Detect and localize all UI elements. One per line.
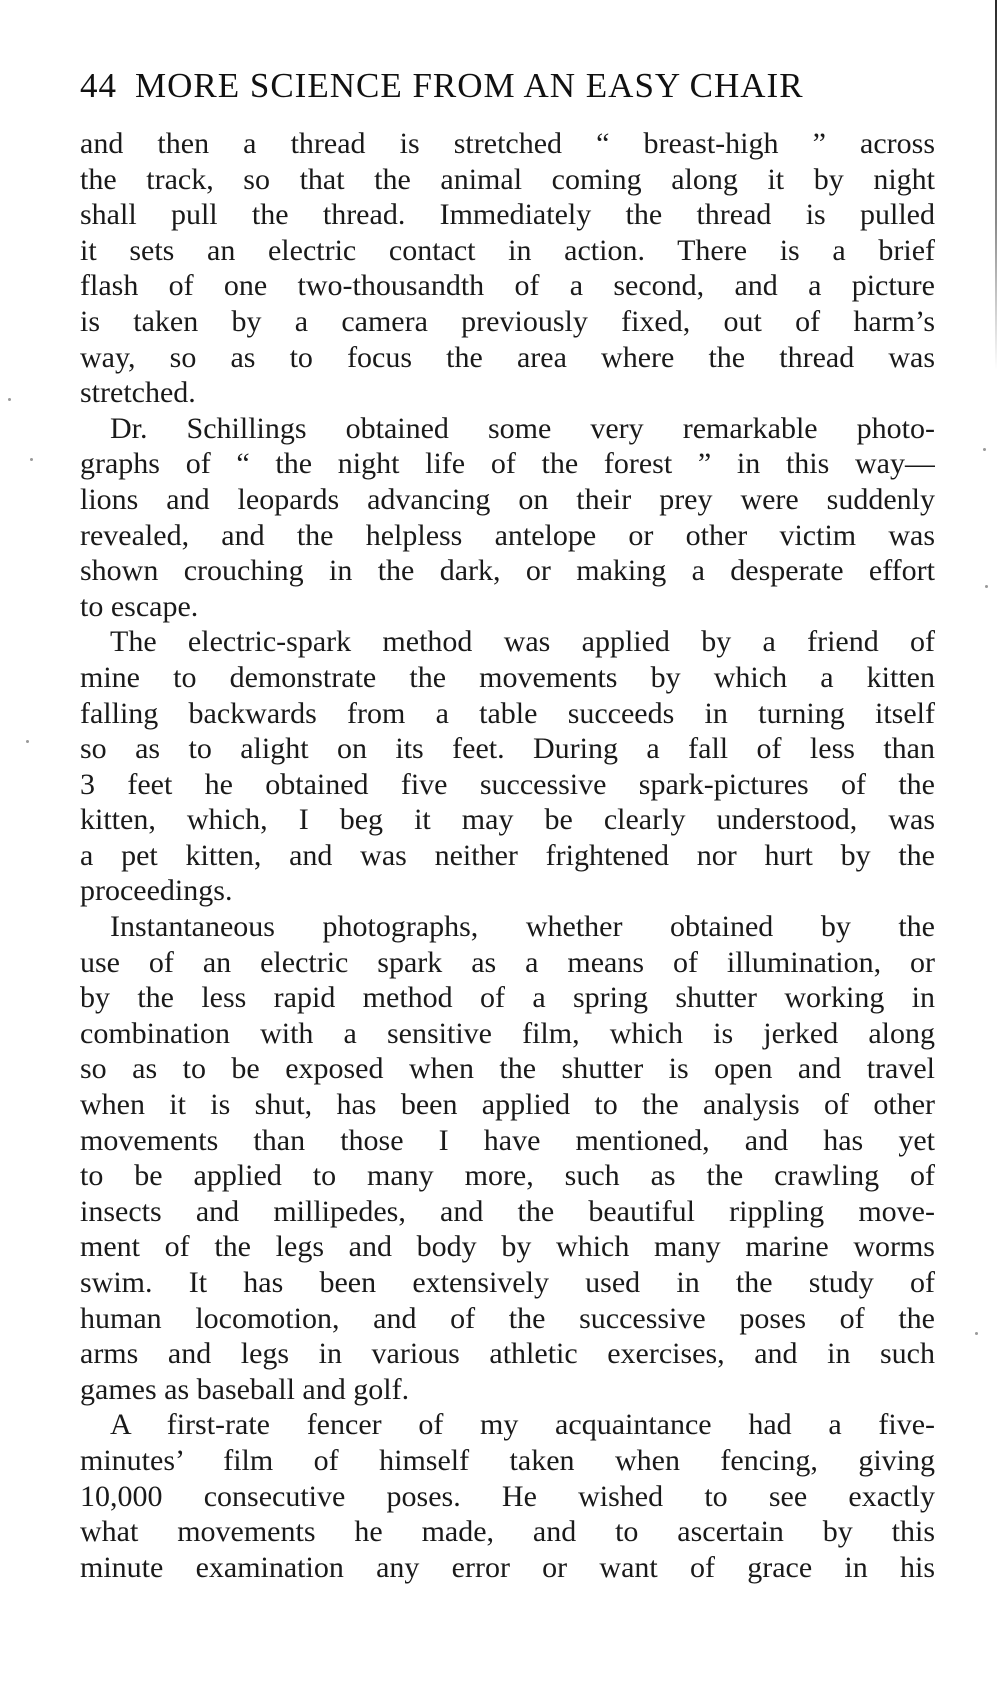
text-line: what movements he made, and to ascertain by this bbox=[80, 1515, 935, 1549]
paragraph bbox=[80, 126, 935, 411]
paragraph bbox=[80, 909, 935, 1407]
text-line: it sets an electric contact in action. There is a brief bbox=[80, 233, 935, 267]
text-line: to be applied to many more, such as the crawling of bbox=[80, 1159, 935, 1193]
running-header bbox=[80, 66, 940, 106]
text-line: so as to alight on its feet. During a fall of less than bbox=[80, 732, 935, 766]
scan-speck bbox=[30, 458, 33, 461]
text-line: the track, so that the animal coming along it by night bbox=[80, 162, 935, 196]
text-line: A first-rate fencer of my acquaintance had a five- bbox=[110, 1408, 935, 1442]
text-line: flash of one two-thousandth of a second, and a picture bbox=[80, 269, 935, 303]
scan-speck bbox=[975, 1332, 978, 1335]
scan-speck bbox=[985, 585, 988, 588]
scan-speck bbox=[26, 740, 29, 743]
text-line: 3 feet he obtained five successive spark-pictures of the bbox=[80, 767, 935, 801]
text-line: graphs of “ the night life of the forest ” in this way— bbox=[80, 447, 935, 481]
text-line: stretched. bbox=[80, 376, 196, 410]
text-line: human locomotion, and of the successive poses of the bbox=[80, 1301, 935, 1335]
text-line: proceedings. bbox=[80, 874, 233, 908]
text-line: revealed, and the helpless antelope or other victim was bbox=[80, 518, 935, 552]
text-line: combination with a sensitive film, which is jerked along bbox=[80, 1016, 935, 1050]
text-line: 10,000 consecutive poses. He wished to see exactly bbox=[80, 1479, 935, 1513]
text-line: way, so as to focus the area where the thread was bbox=[80, 340, 935, 374]
text-line: minute examination any error or want of grace in his bbox=[80, 1550, 935, 1584]
text-line: shown crouching in the dark, or making a desperate effort bbox=[80, 554, 935, 588]
text-line: shall pull the thread. Immediately the thread is pulled bbox=[80, 198, 935, 232]
text-line: by the less rapid method of a spring shutter working in bbox=[80, 981, 935, 1015]
text-line: lions and leopards advancing on their prey were suddenly bbox=[80, 482, 935, 516]
text-line: The electric-spark method was applied by a friend of bbox=[110, 625, 935, 659]
text-line: games as baseball and golf. bbox=[80, 1372, 410, 1406]
text-line: is taken by a camera previously fixed, out of harm’s bbox=[80, 304, 935, 338]
paragraph bbox=[80, 624, 935, 909]
text-line: mine to demonstrate the movements by which a kitten bbox=[80, 660, 935, 694]
text-line: use of an electric spark as a means of illumination, or bbox=[80, 945, 935, 979]
page-number: 44 bbox=[80, 66, 117, 105]
page-edge-shadow bbox=[995, 0, 997, 370]
text-line: kitten, which, I beg it may be clearly understood, was bbox=[80, 803, 935, 837]
text-line: movements than those I have mentioned, and has yet bbox=[80, 1123, 935, 1157]
text-line: ment of the legs and body by which many marine worms bbox=[80, 1230, 935, 1264]
text-line: swim. It has been extensively used in the study of bbox=[80, 1266, 935, 1299]
text-line: Instantaneous photographs, whether obtained by the bbox=[110, 910, 935, 944]
text-line: so as to be exposed when the shutter is open and travel bbox=[80, 1052, 935, 1086]
text-line: to escape. bbox=[80, 589, 199, 623]
running-title: MORE SCIENCE FROM AN EASY CHAIR bbox=[135, 66, 804, 105]
text-line: and then a thread is stretched “ breast-high ” across bbox=[80, 127, 935, 160]
text-line: Dr. Schillings obtained some very remarkable photo- bbox=[110, 411, 935, 445]
text-line: arms and legs in various athletic exercises, and in such bbox=[80, 1337, 935, 1371]
body-text bbox=[80, 126, 935, 1585]
paragraph bbox=[80, 411, 935, 625]
scan-speck bbox=[8, 398, 11, 401]
text-line: a pet kitten, and was neither frightened nor hurt by the bbox=[80, 838, 935, 872]
text-line: falling backwards from a table succeeds in turning itself bbox=[80, 696, 935, 730]
text-line: when it is shut, has been applied to the analysis of other bbox=[80, 1088, 935, 1122]
scan-speck bbox=[983, 448, 986, 451]
paragraph bbox=[80, 1407, 935, 1585]
text-line: minutes’ film of himself taken when fencing, giving bbox=[80, 1443, 935, 1477]
text-line: insects and millipedes, and the beautiful rippling move- bbox=[80, 1194, 935, 1228]
